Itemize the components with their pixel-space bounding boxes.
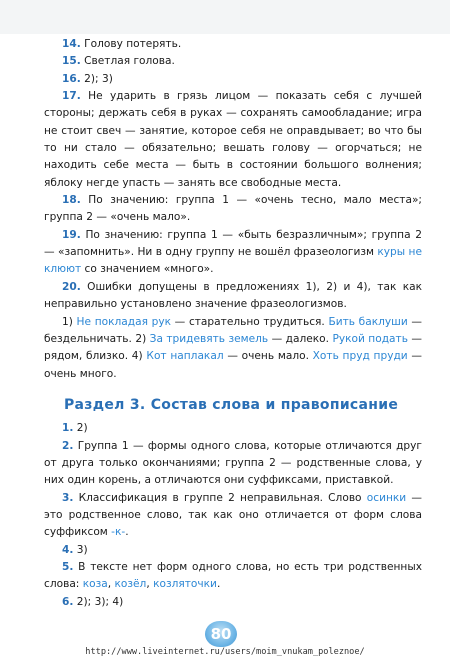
answer-18 — [44, 192, 422, 227]
answer-number: 2. — [62, 439, 74, 452]
highlighted-phrase: Не покладая рук — [76, 315, 172, 328]
highlighted-phrase: Хоть пруд пруди — [312, 350, 408, 363]
highlighted-phrase: куры не клюют — [44, 246, 422, 276]
highlighted-phrase: Кот наплакал — [146, 350, 224, 363]
page-top-bar — [0, 0, 450, 34]
highlighted-word: осинки — [366, 491, 407, 504]
answer-20-details — [44, 314, 422, 383]
answer-text: Не ударить в грязь лицом — показать себя с лучшей стороны; держать себя в руках — сохранять самообладание; игра не стоит свеч — занятие, которое себя не оправдывает; во что бы то ни стало — обязательно; вешать голову — огорчаться; не находить себе места — быть в состоянии большого волнения; яблоку негде упасть — занять все свободные места. — [44, 90, 422, 189]
answer-number: 1. — [62, 422, 74, 435]
answer-number: 4. — [62, 543, 74, 556]
answer-number: 15. — [62, 55, 81, 68]
answer-text: Ошибки допущены в предложениях 1), 2) и 4), так как неправильно установлено значение фразеологизмов. — [44, 280, 422, 311]
answer-text: В тексте нет форм одного слова, но есть три родственных слова: — [44, 560, 422, 591]
document-body — [44, 36, 422, 611]
answer-number: 16. — [62, 72, 81, 85]
answer-text: — рядом, близко. 4) — [44, 332, 422, 363]
answer-text: . — [216, 578, 221, 591]
answer-15 — [44, 53, 422, 70]
section3-answer-3 — [44, 490, 422, 542]
answer-text: 1) — [62, 315, 77, 328]
answer-16 — [44, 71, 422, 88]
answer-text: со значением «много». — [81, 263, 214, 276]
section3-answer-2 — [44, 438, 422, 490]
page-number-badge: 80 — [205, 621, 237, 647]
answer-text: — бездельничать. 2) — [44, 315, 422, 345]
answer-text: — старательно трудиться. — [171, 315, 329, 328]
answer-text: — очень мало. — [223, 350, 313, 363]
highlighted-phrase: За тридевять земель — [149, 332, 269, 345]
answer-text: , — [107, 578, 115, 591]
section3-answer-1 — [44, 420, 422, 437]
highlighted-word: козляточки — [153, 578, 217, 591]
answer-text: — очень много. — [44, 350, 422, 380]
answer-text: . — [125, 526, 129, 539]
highlighted-word: козёл — [114, 578, 147, 591]
section3-answer-5 — [44, 559, 422, 594]
answer-number: 5. — [62, 560, 74, 573]
answer-text: 2); 3) — [80, 72, 113, 85]
answer-text: По значению: группа 1 — «быть безразличным»; группа 2 — «запомнить». Ни в одну группу не вошёл фразеологизм — [44, 228, 422, 259]
answer-number: 20. — [62, 280, 81, 293]
answer-text: , — [146, 578, 154, 591]
highlighted-phrase: Бить баклуши — [328, 315, 408, 328]
answer-14 — [44, 36, 422, 53]
answer-text: Светлая голова. — [80, 55, 175, 68]
answer-text: 2); 3); 4) — [73, 595, 124, 608]
answer-text: Голову потерять. — [80, 38, 182, 50]
answer-text: 2) — [73, 422, 88, 435]
highlighted-word: коза — [82, 578, 108, 591]
answer-text: Классификация в группе 2 неправильная. Слово — [73, 491, 367, 504]
answer-text: По значению: группа 1 — «очень тесно, мало места»; группа 2 — «очень мало». — [44, 194, 422, 224]
section3-answer-6 — [44, 594, 422, 611]
section-title: Раздел 3. Состав слова и правописание — [64, 396, 399, 413]
section3-answer-4 — [44, 542, 422, 559]
answer-text: Группа 1 — формы одного слова, которые отличаются друг от друга только окончаниями; группа 2 — родственные слова, у них один корень, а отличаются они суффиксами, приставкой. — [44, 439, 422, 487]
answer-text: — далеко. — [268, 332, 333, 345]
answer-number: 17. — [62, 90, 81, 103]
answer-number: 19. — [62, 228, 81, 241]
highlighted-phrase: Рукой подать — [332, 332, 408, 345]
watermark-url: http://www.liveinternet.ru/users/moim_vnukam_poleznoe/ — [85, 647, 365, 657]
answer-text: 3) — [73, 543, 88, 556]
answer-text: — это родственное слово, так как оно отличается от форм слова суффиксом — [44, 491, 422, 539]
answer-19 — [44, 227, 422, 279]
highlighted-suffix: -к- — [111, 526, 126, 539]
answer-number: 3. — [62, 491, 74, 504]
answer-number: 6. — [62, 595, 74, 608]
answer-17 — [44, 88, 422, 192]
answer-number: 14. — [62, 38, 81, 50]
answer-20 — [44, 279, 422, 314]
answer-number: 18. — [62, 194, 81, 207]
